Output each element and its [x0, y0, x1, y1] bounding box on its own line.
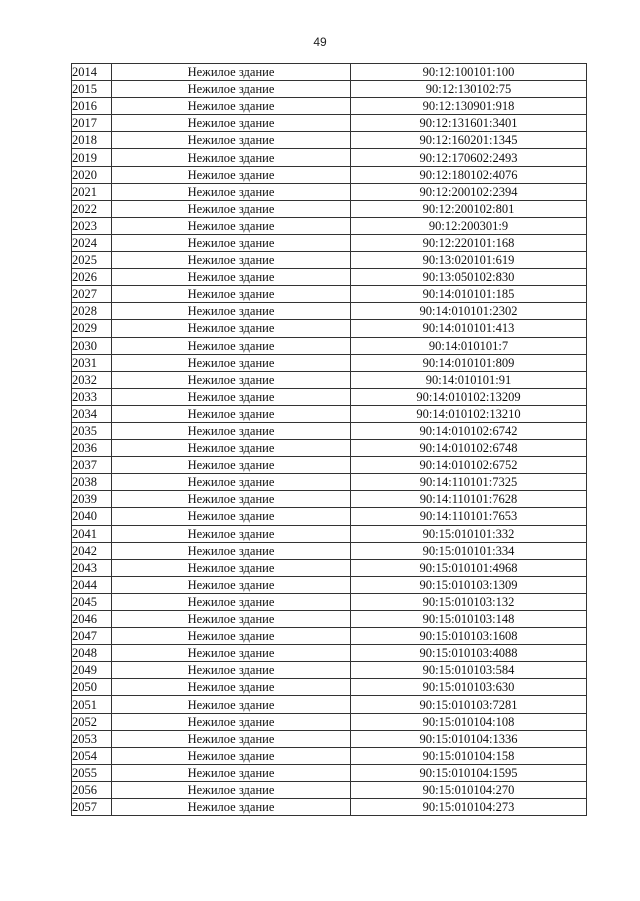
cadastral-number-cell: 90:15:010101:4968 — [351, 559, 587, 576]
row-number-cell: 2030 — [72, 337, 112, 354]
cadastral-number-cell: 90:14:110101:7325 — [351, 474, 587, 491]
cadastral-number-cell: 90:15:010103:584 — [351, 662, 587, 679]
row-number-cell: 2021 — [72, 183, 112, 200]
table-row — [72, 405, 587, 422]
object-type-cell: Нежилое здание — [112, 730, 351, 747]
row-number-cell: 2022 — [72, 200, 112, 217]
table-row — [72, 354, 587, 371]
table-row — [72, 166, 587, 183]
object-type-cell: Нежилое здание — [112, 64, 351, 81]
cadastral-number-cell: 90:14:010102:13209 — [351, 388, 587, 405]
row-number-cell: 2027 — [72, 286, 112, 303]
cadastral-number-cell: 90:15:010104:158 — [351, 747, 587, 764]
cadastral-number-cell: 90:14:010102:6748 — [351, 440, 587, 457]
object-type-cell: Нежилое здание — [112, 764, 351, 781]
object-type-cell: Нежилое здание — [112, 115, 351, 132]
object-type-cell: Нежилое здание — [112, 440, 351, 457]
object-type-cell: Нежилое здание — [112, 132, 351, 149]
property-registry-table — [71, 63, 587, 816]
cadastral-number-cell: 90:14:010101:91 — [351, 371, 587, 388]
row-number-cell: 2055 — [72, 764, 112, 781]
row-number-cell: 2052 — [72, 713, 112, 730]
row-number-cell: 2035 — [72, 422, 112, 439]
cadastral-number-cell: 90:12:180102:4076 — [351, 166, 587, 183]
table-row — [72, 200, 587, 217]
object-type-cell: Нежилое здание — [112, 217, 351, 234]
table-row — [72, 508, 587, 525]
row-number-cell: 2037 — [72, 457, 112, 474]
row-number-cell: 2050 — [72, 679, 112, 696]
table-row — [72, 286, 587, 303]
table-row — [72, 149, 587, 166]
cadastral-number-cell: 90:12:130901:918 — [351, 98, 587, 115]
cadastral-number-cell: 90:12:220101:168 — [351, 234, 587, 251]
cadastral-number-cell: 90:15:010103:148 — [351, 611, 587, 628]
row-number-cell: 2017 — [72, 115, 112, 132]
object-type-cell: Нежилое здание — [112, 645, 351, 662]
cadastral-number-cell: 90:15:010104:1336 — [351, 730, 587, 747]
object-type-cell: Нежилое здание — [112, 593, 351, 610]
object-type-cell: Нежилое здание — [112, 320, 351, 337]
table-row — [72, 388, 587, 405]
object-type-cell: Нежилое здание — [112, 422, 351, 439]
cadastral-number-cell: 90:14:010102:13210 — [351, 405, 587, 422]
table-row — [72, 525, 587, 542]
object-type-cell: Нежилое здание — [112, 611, 351, 628]
object-type-cell: Нежилое здание — [112, 662, 351, 679]
row-number-cell: 2024 — [72, 234, 112, 251]
table-row — [72, 132, 587, 149]
cadastral-number-cell: 90:15:010104:273 — [351, 799, 587, 816]
object-type-cell: Нежилое здание — [112, 696, 351, 713]
table-row — [72, 747, 587, 764]
row-number-cell: 2039 — [72, 491, 112, 508]
cadastral-number-cell: 90:12:130102:75 — [351, 81, 587, 98]
table-row — [72, 234, 587, 251]
table-row — [72, 252, 587, 269]
object-type-cell: Нежилое здание — [112, 234, 351, 251]
row-number-cell: 2041 — [72, 525, 112, 542]
table-row — [72, 645, 587, 662]
row-number-cell: 2048 — [72, 645, 112, 662]
object-type-cell: Нежилое здание — [112, 457, 351, 474]
table-row — [72, 764, 587, 781]
cadastral-number-cell: 90:12:200102:801 — [351, 200, 587, 217]
cadastral-number-cell: 90:15:010101:332 — [351, 525, 587, 542]
table-row — [72, 593, 587, 610]
cadastral-number-cell: 90:15:010103:1309 — [351, 576, 587, 593]
object-type-cell: Нежилое здание — [112, 747, 351, 764]
object-type-cell: Нежилое здание — [112, 542, 351, 559]
row-number-cell: 2016 — [72, 98, 112, 115]
cadastral-number-cell: 90:15:010103:7281 — [351, 696, 587, 713]
table-row — [72, 337, 587, 354]
object-type-cell: Нежилое здание — [112, 491, 351, 508]
cadastral-number-cell: 90:15:010101:334 — [351, 542, 587, 559]
table-row — [72, 183, 587, 200]
cadastral-number-cell: 90:13:050102:830 — [351, 269, 587, 286]
object-type-cell: Нежилое здание — [112, 781, 351, 798]
table-row — [72, 474, 587, 491]
row-number-cell: 2018 — [72, 132, 112, 149]
object-type-cell: Нежилое здание — [112, 799, 351, 816]
object-type-cell: Нежилое здание — [112, 183, 351, 200]
row-number-cell: 2043 — [72, 559, 112, 576]
row-number-cell: 2031 — [72, 354, 112, 371]
cadastral-number-cell: 90:14:010102:6742 — [351, 422, 587, 439]
table-row — [72, 611, 587, 628]
object-type-cell: Нежилое здание — [112, 559, 351, 576]
table-row — [72, 371, 587, 388]
row-number-cell: 2014 — [72, 64, 112, 81]
cadastral-number-cell: 90:12:160201:1345 — [351, 132, 587, 149]
cadastral-number-cell: 90:14:110101:7628 — [351, 491, 587, 508]
row-number-cell: 2040 — [72, 508, 112, 525]
object-type-cell: Нежилое здание — [112, 474, 351, 491]
cadastral-number-cell: 90:14:010102:6752 — [351, 457, 587, 474]
table-row — [72, 81, 587, 98]
object-type-cell: Нежилое здание — [112, 252, 351, 269]
row-number-cell: 2044 — [72, 576, 112, 593]
object-type-cell: Нежилое здание — [112, 371, 351, 388]
object-type-cell: Нежилое здание — [112, 576, 351, 593]
row-number-cell: 2051 — [72, 696, 112, 713]
cadastral-number-cell: 90:13:020101:619 — [351, 252, 587, 269]
table-row — [72, 628, 587, 645]
object-type-cell: Нежилое здание — [112, 405, 351, 422]
table-row — [72, 542, 587, 559]
cadastral-number-cell: 90:15:010103:4088 — [351, 645, 587, 662]
table-row — [72, 679, 587, 696]
row-number-cell: 2045 — [72, 593, 112, 610]
row-number-cell: 2023 — [72, 217, 112, 234]
row-number-cell: 2029 — [72, 320, 112, 337]
cadastral-number-cell: 90:14:010101:809 — [351, 354, 587, 371]
table-row — [72, 269, 587, 286]
table-row — [72, 457, 587, 474]
table-row — [72, 440, 587, 457]
cadastral-number-cell: 90:15:010104:1595 — [351, 764, 587, 781]
row-number-cell: 2054 — [72, 747, 112, 764]
row-number-cell: 2057 — [72, 799, 112, 816]
row-number-cell: 2053 — [72, 730, 112, 747]
row-number-cell: 2047 — [72, 628, 112, 645]
row-number-cell: 2049 — [72, 662, 112, 679]
row-number-cell: 2015 — [72, 81, 112, 98]
table-row — [72, 217, 587, 234]
object-type-cell: Нежилое здание — [112, 81, 351, 98]
table-row — [72, 320, 587, 337]
object-type-cell: Нежилое здание — [112, 628, 351, 645]
object-type-cell: Нежилое здание — [112, 149, 351, 166]
cadastral-number-cell: 90:15:010104:108 — [351, 713, 587, 730]
object-type-cell: Нежилое здание — [112, 200, 351, 217]
cadastral-number-cell: 90:15:010103:630 — [351, 679, 587, 696]
table-row — [72, 781, 587, 798]
object-type-cell: Нежилое здание — [112, 166, 351, 183]
cadastral-number-cell: 90:14:010101:185 — [351, 286, 587, 303]
page-number: 49 — [313, 35, 327, 49]
table-row — [72, 64, 587, 81]
row-number-cell: 2056 — [72, 781, 112, 798]
table-row — [72, 491, 587, 508]
cadastral-number-cell: 90:14:010101:2302 — [351, 303, 587, 320]
cadastral-number-cell: 90:15:010103:132 — [351, 593, 587, 610]
cadastral-number-cell: 90:14:010101:7 — [351, 337, 587, 354]
table-row — [72, 696, 587, 713]
cadastral-number-cell: 90:14:010101:413 — [351, 320, 587, 337]
row-number-cell: 2033 — [72, 388, 112, 405]
object-type-cell: Нежилое здание — [112, 679, 351, 696]
row-number-cell: 2026 — [72, 269, 112, 286]
row-number-cell: 2020 — [72, 166, 112, 183]
table-row — [72, 799, 587, 816]
table-row — [72, 662, 587, 679]
table-row — [72, 713, 587, 730]
object-type-cell: Нежилое здание — [112, 98, 351, 115]
row-number-cell: 2028 — [72, 303, 112, 320]
table-row — [72, 730, 587, 747]
table-body — [72, 64, 587, 816]
row-number-cell: 2038 — [72, 474, 112, 491]
cadastral-number-cell: 90:15:010104:270 — [351, 781, 587, 798]
table-row — [72, 303, 587, 320]
row-number-cell: 2025 — [72, 252, 112, 269]
object-type-cell: Нежилое здание — [112, 337, 351, 354]
table-row — [72, 576, 587, 593]
cadastral-number-cell: 90:12:170602:2493 — [351, 149, 587, 166]
cadastral-number-cell: 90:14:110101:7653 — [351, 508, 587, 525]
row-number-cell: 2019 — [72, 149, 112, 166]
cadastral-number-cell: 90:15:010103:1608 — [351, 628, 587, 645]
object-type-cell: Нежилое здание — [112, 303, 351, 320]
row-number-cell: 2046 — [72, 611, 112, 628]
object-type-cell: Нежилое здание — [112, 388, 351, 405]
row-number-cell: 2032 — [72, 371, 112, 388]
cadastral-number-cell: 90:12:131601:3401 — [351, 115, 587, 132]
object-type-cell: Нежилое здание — [112, 713, 351, 730]
object-type-cell: Нежилое здание — [112, 525, 351, 542]
object-type-cell: Нежилое здание — [112, 269, 351, 286]
table-row — [72, 98, 587, 115]
row-number-cell: 2034 — [72, 405, 112, 422]
row-number-cell: 2042 — [72, 542, 112, 559]
row-number-cell: 2036 — [72, 440, 112, 457]
object-type-cell: Нежилое здание — [112, 354, 351, 371]
cadastral-number-cell: 90:12:200102:2394 — [351, 183, 587, 200]
table-row — [72, 115, 587, 132]
cadastral-number-cell: 90:12:100101:100 — [351, 64, 587, 81]
cadastral-number-cell: 90:12:200301:9 — [351, 217, 587, 234]
object-type-cell: Нежилое здание — [112, 508, 351, 525]
table-row — [72, 559, 587, 576]
object-type-cell: Нежилое здание — [112, 286, 351, 303]
table-row — [72, 422, 587, 439]
